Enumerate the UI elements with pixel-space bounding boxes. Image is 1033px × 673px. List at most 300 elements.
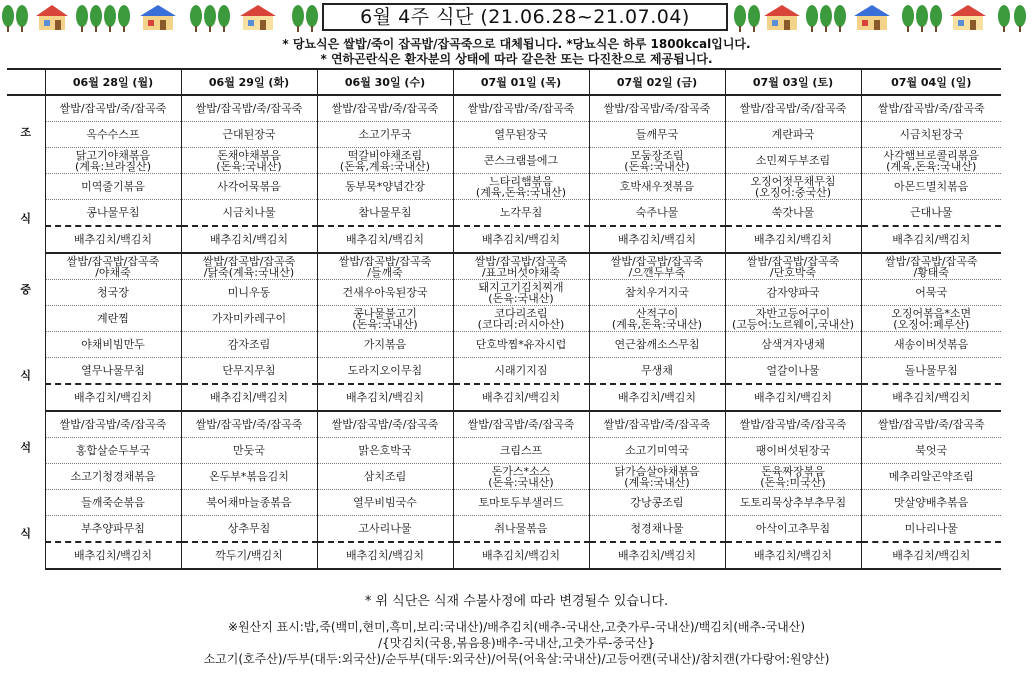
menu-row [7, 253, 1001, 280]
dish-name: 닭가슴살야채볶음 [614, 464, 700, 478]
menu-cell [589, 226, 725, 253]
menu-cell [725, 95, 861, 122]
menu-cell [453, 332, 589, 358]
meal-label [7, 411, 45, 569]
meal-label [7, 253, 45, 411]
dish-origin: (계육,돈육:국내산) [886, 159, 977, 173]
dish-name: 쌀밥/잡곡밥/죽/잡곡죽 [877, 102, 985, 115]
dish-origin: (계육,돈육:국내산) [475, 185, 567, 199]
menu-cell [317, 174, 453, 200]
menu-cell [181, 332, 317, 358]
dish-name: 새송이버섯볶음 [894, 338, 969, 351]
menu-cell [861, 332, 1001, 358]
dish-name: 단호박찜*유자시럽 [475, 338, 567, 351]
dish-name: 쌀밥/잡곡밥/죽/잡곡죽 [59, 418, 167, 431]
menu-cell [45, 95, 181, 122]
menu-cell [725, 542, 861, 569]
dish-name: 배추김치/백김치 [73, 233, 153, 246]
dish-name: 쌀밥/잡곡밥/죽/잡곡죽 [195, 102, 303, 115]
menu-cell [861, 174, 1001, 200]
menu-cell [317, 95, 453, 122]
menu-cell [725, 464, 861, 490]
dish-name: 토마토두부샐러드 [478, 496, 564, 509]
dish-name: 배추김치/백김치 [892, 233, 971, 246]
dish-name: 모둠장조림 [630, 148, 684, 162]
dish-name: 크림스프 [499, 444, 543, 457]
menu-cell [725, 516, 861, 543]
dish-name: 참치우거지국 [625, 286, 689, 299]
dish-origin: (코다리:러시아산) [477, 317, 565, 331]
menu-cell [589, 280, 725, 306]
menu-cell [725, 306, 861, 332]
dish-name: 들깨죽순볶음 [81, 496, 145, 509]
dish-name: 소민찌두부조림 [755, 154, 831, 167]
dish-name: 옥수수스프 [86, 128, 140, 141]
menu-cell [861, 280, 1001, 306]
menu-cell [589, 148, 725, 174]
dish-name: 감자조림 [227, 338, 271, 351]
dish-name: 맑은호박국 [358, 444, 412, 457]
dish-origin: (고등어:노르웨이,국내산) [731, 317, 855, 331]
menu-cell [453, 200, 589, 227]
menu-row [7, 226, 1001, 253]
menu-cell [861, 411, 1001, 438]
menu-cell [181, 280, 317, 306]
dish-name: 소고기청경채볶음 [70, 470, 156, 483]
dish-name: 배추김치/백김치 [209, 233, 289, 246]
dish-name: 오징어젓무채무침 [750, 174, 836, 188]
dish-name: 청경채나물 [630, 522, 684, 535]
dish-name: 깍두기/백김치 [215, 549, 283, 562]
dish-name: 배추김치/백김치 [892, 549, 971, 562]
meal-label-bottom: 식 [20, 211, 32, 225]
diabetic-notice: * 당뇨식은 쌀밥/죽이 잡곡밥/잡곡죽으로 대체됩니다. *당뇨식은 하루 1800kcal입니다. [282, 37, 751, 51]
menu-cell [589, 122, 725, 148]
dish-origin: (돈육:미국산) [760, 475, 826, 489]
dish-name: 도토리묵상추부추무침 [739, 496, 847, 509]
menu-cell [861, 148, 1001, 174]
menu-cell [181, 253, 317, 280]
day-header: 06월 30일 (수) [317, 69, 453, 95]
meal-label-top: 석 [20, 441, 32, 454]
dish-name: 배추김치/백김치 [481, 391, 561, 404]
menu-cell [317, 516, 453, 543]
menu-cell [725, 174, 861, 200]
menu-cell [589, 516, 725, 543]
menu-cell [317, 226, 453, 253]
day-header: 07월 03일 (토) [725, 69, 861, 95]
dish-name: 쌀밥/잡곡밥/죽/잡곡죽 [603, 418, 711, 431]
menu-cell [181, 411, 317, 438]
menu-row [7, 95, 1001, 122]
menu-cell [45, 542, 181, 569]
menu-cell [181, 358, 317, 385]
dish-origin: /황태죽 [913, 265, 950, 279]
menu-cell [317, 411, 453, 438]
dish-name: 미역줄기볶음 [81, 180, 145, 193]
menu-cell [589, 438, 725, 464]
dish-origin: /야채죽 [95, 265, 131, 279]
dish-origin: /단호박죽 [769, 265, 817, 279]
dish-name: 쌀밥/잡곡밥/죽/잡곡죽 [467, 102, 575, 115]
menu-cell [181, 174, 317, 200]
menu-cell [181, 200, 317, 227]
dish-name: 가지볶음 [363, 338, 407, 351]
menu-row [7, 358, 1001, 385]
menu-cell [317, 200, 453, 227]
menu-cell [45, 516, 181, 543]
menu-cell [725, 358, 861, 385]
menu-cell [45, 306, 181, 332]
menu-cell [181, 438, 317, 464]
menu-cell [861, 438, 1001, 464]
menu-row [7, 174, 1001, 200]
menu-cell [861, 490, 1001, 516]
menu-cell [725, 200, 861, 227]
menu-row [7, 542, 1001, 569]
menu-cell [861, 226, 1001, 253]
dish-name: 열무나물무침 [81, 364, 145, 377]
menu-cell [453, 411, 589, 438]
menu-cell [181, 490, 317, 516]
menu-cell [725, 490, 861, 516]
dish-name: 배추김치/백김치 [345, 233, 425, 246]
dish-name: 쌀밥/잡곡밥/죽/잡곡죽 [331, 418, 439, 431]
dish-name: 오징어볶음*소면 [891, 306, 972, 320]
dish-name: 취나물볶음 [494, 522, 548, 535]
dish-name: 무생채 [641, 364, 673, 377]
menu-cell [453, 358, 589, 385]
dish-name: 배추김치/백김치 [617, 391, 697, 404]
menu-cell [725, 411, 861, 438]
menu-cell [861, 464, 1001, 490]
dish-name: 감자양파국 [766, 286, 820, 299]
dish-name: 얼갈이나물 [766, 364, 820, 377]
dish-name: 호박새우젓볶음 [619, 180, 695, 193]
dish-name: 강낭콩조림 [630, 496, 684, 509]
menu-cell [725, 280, 861, 306]
dish-name: 배추김치/백김치 [753, 549, 833, 562]
dish-name: 연근참깨소스무침 [614, 338, 700, 351]
dish-name: 열무된장국 [494, 128, 548, 141]
dish-name: 쌀밥/잡곡밥/잡곡죽 [66, 254, 160, 268]
dish-name: 맛살양배추볶음 [894, 496, 969, 509]
menu-cell [861, 384, 1001, 411]
dish-name: 시래기지짐 [494, 364, 548, 377]
menu-cell [453, 384, 589, 411]
menu-cell [45, 253, 181, 280]
menu-row [7, 490, 1001, 516]
dish-origin: (오징어:페루산) [893, 317, 970, 331]
dish-name: 도라지오이무침 [347, 364, 423, 377]
dish-name: 소고기미역국 [625, 444, 689, 457]
dish-origin: (돈육:국내산) [352, 317, 418, 331]
dish-name: 근대된장국 [222, 128, 276, 141]
menu-cell [861, 542, 1001, 569]
menu-cell [45, 174, 181, 200]
origin-note-line1: ※원산지 표시:밥,죽(백미,현미,흑미,보리:국내산)/배추김치(배추-국내산,고춧가루-국내산)/백김치(배추-국내산) [227, 620, 806, 634]
dish-name: 배추김치/백김치 [481, 233, 561, 246]
dish-name: 배추김치/백김치 [345, 391, 425, 404]
menu-cell [861, 122, 1001, 148]
dish-origin: /표고버섯야채죽 [481, 265, 561, 279]
menu-cell [45, 332, 181, 358]
dish-name: 느타리햄볶음 [489, 174, 553, 188]
dish-name: 미니우동 [227, 286, 271, 299]
dish-name: 온두부*볶음김치 [209, 470, 289, 483]
dish-name: 숙주나물 [635, 206, 679, 219]
dish-name: 돈가스*소스 [491, 464, 551, 478]
menu-row [7, 122, 1001, 148]
menu-cell [725, 384, 861, 411]
dish-name: 아삭이고추무침 [755, 522, 831, 535]
menu-cell [181, 516, 317, 543]
dish-name: 쌀밥/잡곡밥/죽/잡곡죽 [739, 102, 847, 115]
dish-name: 배추김치/백김치 [481, 549, 561, 562]
corner-cell [7, 69, 45, 95]
dish-name: 돈채야채볶음 [217, 148, 281, 162]
menu-cell [317, 122, 453, 148]
menu-cell [181, 226, 317, 253]
menu-cell [589, 411, 725, 438]
menu-cell [453, 95, 589, 122]
dish-name: 삼치조림 [363, 470, 407, 483]
menu-cell [589, 384, 725, 411]
dish-name: 배추김치/백김치 [617, 549, 697, 562]
dish-name: 단무지무침 [222, 364, 276, 377]
dish-name: 고사리나물 [358, 522, 412, 535]
menu-cell [453, 280, 589, 306]
dish-name: 쌀밥/잡곡밥/잡곡죽 [202, 254, 296, 268]
menu-row [7, 438, 1001, 464]
change-notice: * 위 식단은 식재 수불사정에 따라 변경될수 있습니다. [364, 594, 669, 609]
dish-name: 콩나물불고기 [353, 306, 417, 320]
menu-cell [589, 490, 725, 516]
origin-note-line3: 소고기(호주산)/두부(대두:외국산)/순두부(대두:외국산)/어묵(어육살:국내산)/고등어캔(국내산)/참치캔(가다랑어:원양산) [203, 652, 830, 666]
menu-cell [317, 542, 453, 569]
dish-name: 쌀밥/잡곡밥/잡곡죽 [885, 254, 978, 268]
dish-name: 계란찜 [97, 312, 129, 325]
dish-name: 쑥갓나물 [771, 206, 815, 219]
dish-name: 배추김치/백김치 [617, 233, 697, 246]
dish-name: 쌀밥/잡곡밥/잡곡죽 [746, 254, 840, 268]
dish-name: 쌀밥/잡곡밥/죽/잡곡죽 [59, 102, 167, 115]
menu-cell [181, 122, 317, 148]
menu-cell [317, 280, 453, 306]
dish-name: 열무비빔국수 [353, 496, 417, 509]
menu-row [7, 148, 1001, 174]
menu-cell [589, 542, 725, 569]
menu-row [7, 411, 1001, 438]
menu-cell [181, 464, 317, 490]
menu-cell [725, 332, 861, 358]
menu-cell [45, 384, 181, 411]
dish-name: 동부묵*양념간장 [345, 180, 425, 193]
menu-cell [725, 148, 861, 174]
dish-origin: (계육,돈육:국내산) [611, 317, 703, 331]
menu-cell [589, 95, 725, 122]
menu-cell [45, 411, 181, 438]
meal-label-top: 중 [20, 283, 32, 296]
menu-row [7, 464, 1001, 490]
menu-cell [181, 384, 317, 411]
day-header: 06월 28일 (월) [45, 69, 181, 95]
menu-cell [589, 174, 725, 200]
menu-cell [589, 306, 725, 332]
dish-name: 부추양파무침 [81, 522, 145, 535]
dish-name: 쌀밥/잡곡밥/잡곡죽 [338, 254, 432, 268]
dish-name: 산적구이 [635, 306, 679, 320]
dish-name: 콘스크램블에그 [483, 154, 559, 167]
dish-name: 배추김치/백김치 [753, 391, 833, 404]
dish-origin: (돈육,계육:국내산) [339, 159, 431, 173]
menu-cell [317, 253, 453, 280]
dish-name: 참나물무침 [358, 206, 412, 219]
dish-name: 청국장 [97, 286, 129, 299]
dish-name: 만둣국 [233, 444, 265, 457]
day-header: 07월 02일 (금) [589, 69, 725, 95]
menu-cell [453, 542, 589, 569]
day-header-row [7, 69, 1001, 95]
menu-cell [317, 306, 453, 332]
menu-cell [861, 253, 1001, 280]
dysphagia-notice: * 연하곤란식은 환자분의 상태에 따라 갈은찬 또는 다진찬으로 제공됩니다. [320, 52, 713, 66]
dish-name: 배추김치/백김치 [892, 391, 971, 404]
menu-cell [317, 358, 453, 385]
dish-origin: (돈육:국내산) [488, 291, 554, 305]
meal-label-top: 조 [20, 125, 32, 139]
dish-name: 쌀밥/잡곡밥/잡곡죽 [474, 254, 568, 268]
menu-cell [45, 148, 181, 174]
dish-name: 돼지고기김치찌개 [478, 280, 564, 294]
dish-name: 아몬드멸치볶음 [894, 180, 969, 193]
dish-name: 들깨무국 [635, 128, 679, 141]
meal-label [7, 95, 45, 253]
dish-name: 어묵국 [915, 286, 948, 299]
dish-name: 팽이버섯된장국 [755, 444, 831, 457]
dish-name: 배추김치/백김치 [345, 549, 425, 562]
menu-cell [453, 464, 589, 490]
dish-origin: (돈육:국내산) [216, 159, 282, 173]
menu-cell [45, 464, 181, 490]
menu-cell [317, 148, 453, 174]
day-header: 07월 01일 (목) [453, 69, 589, 95]
dish-origin: /으깬두부죽 [628, 265, 686, 279]
menu-cell [861, 516, 1001, 543]
dish-origin: (계육:브라질산) [74, 159, 152, 173]
dish-origin: /들깨죽 [367, 265, 403, 279]
menu-cell [453, 253, 589, 280]
menu-row [7, 516, 1001, 543]
menu-cell [181, 542, 317, 569]
dish-name: 쌀밥/잡곡밥/죽/잡곡죽 [195, 418, 303, 431]
dish-name: 자반고등어구이 [755, 306, 831, 320]
day-header: 07월 04일 (일) [861, 69, 1001, 95]
dish-name: 메추리알곤약조림 [888, 470, 974, 483]
dish-name: 쌀밥/잡곡밥/죽/잡곡죽 [877, 418, 985, 431]
dish-name: 사각햄브로콜리볶음 [883, 148, 980, 162]
dish-name: 배추김치/백김치 [73, 391, 153, 404]
dish-name: 북어채마늘종볶음 [206, 496, 292, 509]
menu-cell [725, 253, 861, 280]
menu-cell [181, 95, 317, 122]
dish-name: 가자미카레구이 [211, 312, 287, 325]
meal-label-bottom: 식 [20, 527, 32, 540]
dish-origin: (돈육:국내산) [624, 159, 690, 173]
header-banner [0, 0, 1033, 34]
menu-cell [861, 358, 1001, 385]
origin-note-line2: /{맛김치(국용,볶음용)배추-국내산,고춧가루-중국산} [378, 636, 655, 650]
menu-cell [861, 306, 1001, 332]
menu-cell [453, 516, 589, 543]
menu-cell [725, 226, 861, 253]
menu-row [7, 280, 1001, 306]
dish-name: 북엇국 [915, 444, 948, 457]
dish-name: 배추김치/백김치 [209, 391, 289, 404]
dish-origin: (돈육:국내산) [488, 475, 554, 489]
menu-cell [453, 490, 589, 516]
dish-name: 쌀밥/잡곡밥/죽/잡곡죽 [331, 102, 439, 115]
dish-name: 홍합살순두부국 [75, 444, 151, 457]
menu-cell [45, 280, 181, 306]
dish-name: 계란파국 [771, 128, 815, 141]
menu-cell [45, 226, 181, 253]
dish-name: 돈육짜장볶음 [761, 464, 825, 478]
menu-cell [317, 438, 453, 464]
dish-name: 쌀밥/잡곡밥/죽/잡곡죽 [603, 102, 711, 115]
menu-cell [725, 438, 861, 464]
dish-name: 시금치나물 [222, 206, 276, 219]
dish-name: 쌀밥/잡곡밥/죽/잡곡죽 [467, 418, 575, 431]
menu-cell [45, 438, 181, 464]
dish-name: 떡갈비야채조림 [347, 148, 423, 162]
dish-name: 쌀밥/잡곡밥/죽/잡곡죽 [739, 418, 847, 431]
menu-cell [45, 490, 181, 516]
page-title: 6월 4주 식단 (21.06.28~21.07.04) [322, 3, 728, 31]
menu-cell [589, 332, 725, 358]
house-tree-decoration-left [0, 2, 318, 32]
dish-name: 건새우아욱된장국 [342, 286, 428, 299]
meal-label-bottom: 식 [20, 369, 32, 382]
menu-cell [453, 174, 589, 200]
dish-name: 미나리나물 [904, 522, 958, 535]
menu-row [7, 200, 1001, 227]
dish-name: 닭고기야채볶음 [75, 148, 151, 162]
dish-origin: (오징어:중국산) [754, 185, 832, 199]
menu-cell [453, 306, 589, 332]
dish-name: 배추김치/백김치 [753, 233, 833, 246]
dish-name: 코다리조림 [494, 306, 548, 320]
dish-name: 삼색겨자냉채 [761, 338, 825, 351]
dish-name: 사각어묵볶음 [217, 180, 281, 193]
menu-cell [453, 226, 589, 253]
menu-cell [589, 253, 725, 280]
menu-cell [317, 332, 453, 358]
menu-row [7, 306, 1001, 332]
dish-origin: (계육:국내산) [624, 475, 690, 489]
menu-cell [453, 438, 589, 464]
menu-cell [317, 464, 453, 490]
dish-name: 돌나물무침 [904, 364, 958, 377]
weekly-menu-table [7, 68, 1001, 570]
dish-name: 시금치된장국 [899, 128, 964, 141]
dish-name: 상추무침 [227, 522, 271, 535]
dish-origin: /닭죽(계육:국내산) [203, 265, 295, 279]
menu-cell [589, 358, 725, 385]
dish-name: 쌀밥/잡곡밥/잡곡죽 [610, 254, 704, 268]
menu-cell [45, 358, 181, 385]
dish-name: 소고기무국 [358, 128, 412, 141]
